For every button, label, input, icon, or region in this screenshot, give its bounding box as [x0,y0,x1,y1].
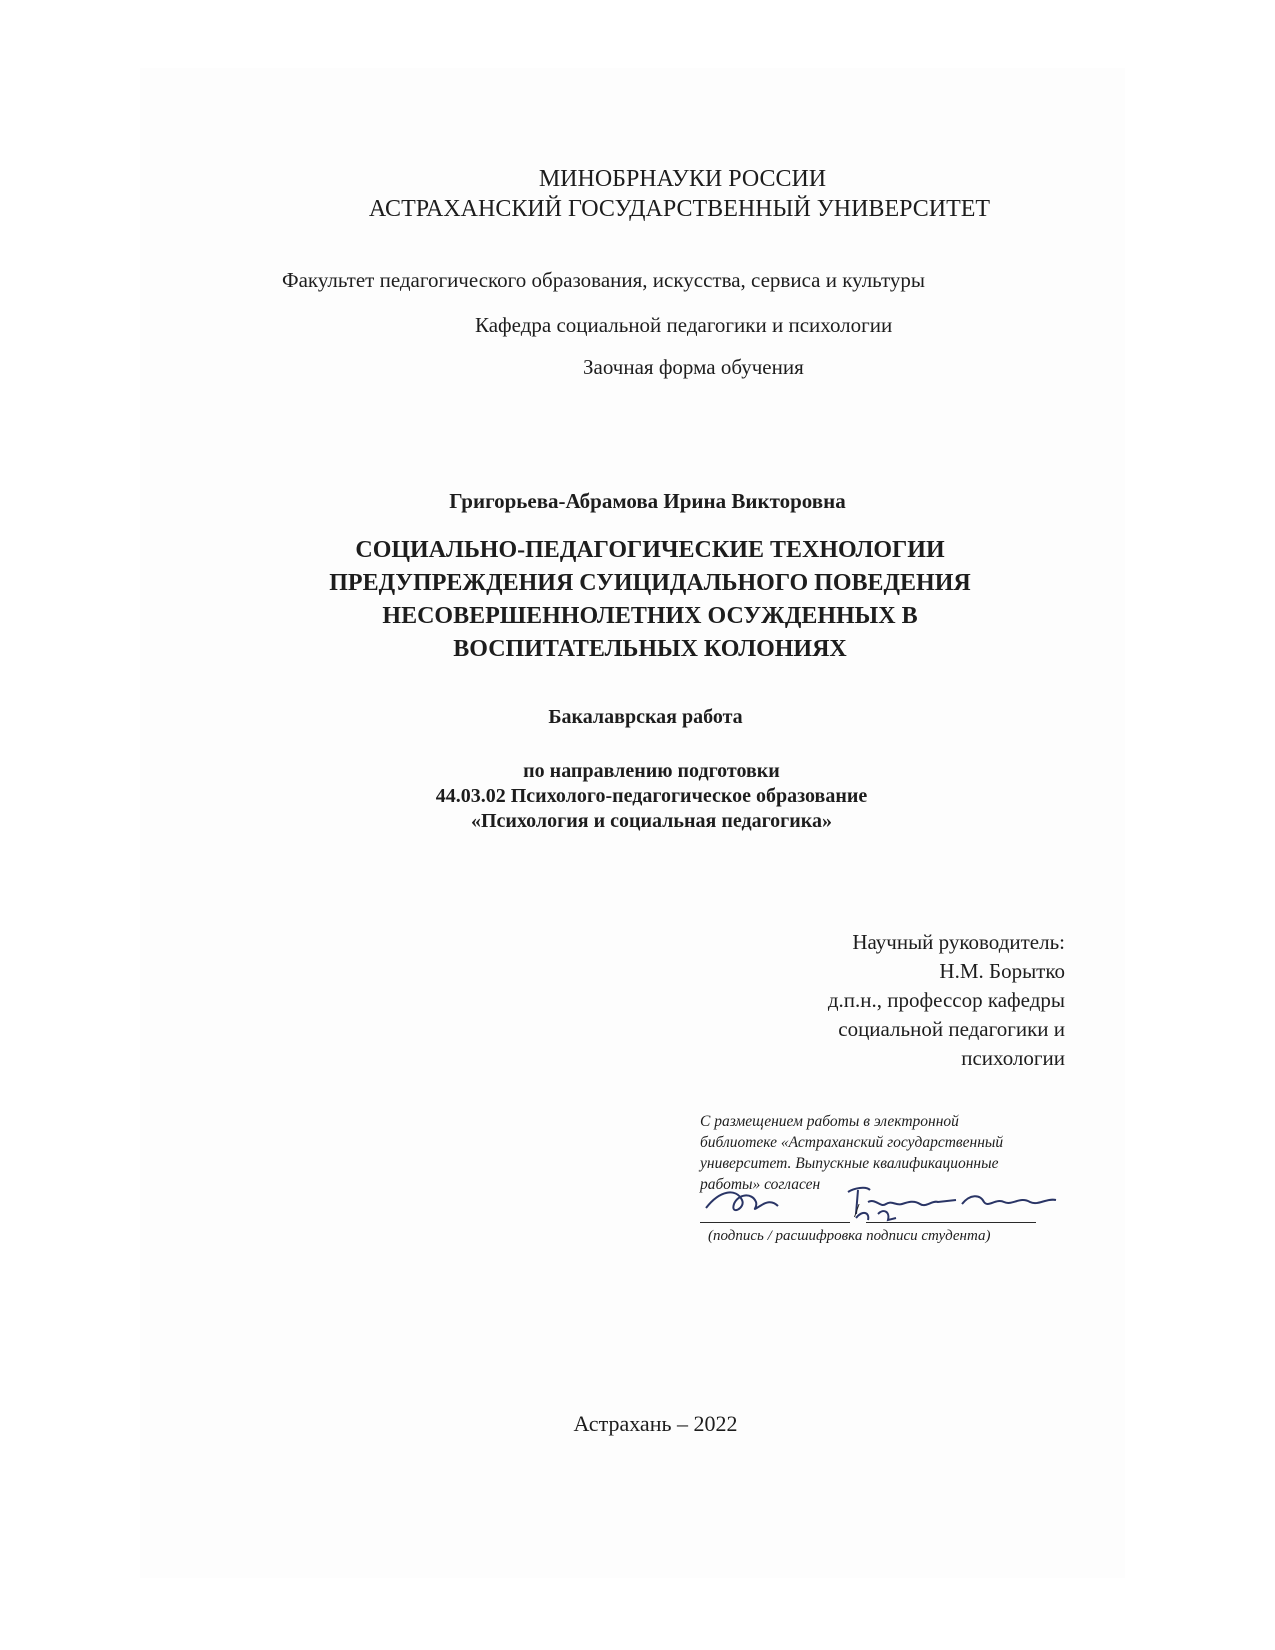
supervisor-position: д.п.н., профессор кафедры [827,988,1065,1012]
consent-line: библиотеке «Астраханский государственный [700,1134,1004,1151]
consent-line: университет. Выпускные квалификационные [700,1155,999,1172]
department-name: Кафедра социальной педагогики и психологии [475,313,893,337]
consent-line: С размещением работы в электронной [700,1113,959,1130]
faculty-name: Факультет педагогического образования, искусства, сервиса и культуры [282,268,925,292]
study-form: Заочная форма обучения [583,355,804,379]
title-line: СОЦИАЛЬНО-ПЕДАГОГИЧЕСКИЕ ТЕХНОЛОГИИ [355,537,945,563]
title-line: НЕСОВЕРШЕННОЛЕТНИХ ОСУЖДЕННЫХ В [382,603,918,629]
supervisor-department: социальной педагогики и [838,1017,1065,1041]
author-name: Григорьева-Абрамова Ирина Викторовна [449,489,846,513]
thesis-title [240,534,1060,666]
consent-line: работы» согласен [700,1176,821,1193]
direction-profile: «Психология и социальная педагогика» [470,810,832,832]
university-name: АСТРАХАНСКИЙ ГОСУДАРСТВЕННЫЙ УНИВЕРСИТЕТ [368,196,991,222]
signature-separator: / [854,1200,860,1222]
direction-label: по направлению подготовки [523,760,780,782]
title-line: ВОСПИТАТЕЛЬНЫХ КОЛОНИЯХ [453,636,847,662]
signature-caption: (подпись / расшифровка подписи студента) [708,1228,991,1244]
supervisor-department: психологии [961,1046,1065,1070]
supervisor-block [828,928,1065,1073]
signature-decoding-underline [866,1222,1036,1223]
title-line: ПРЕДУПРЕЖДЕНИЯ СУИЦИДАЛЬНОГО ПОВЕДЕНИЯ [329,570,971,596]
signature-underline [700,1222,850,1223]
supervisor-label: Научный руководитель: [852,930,1065,954]
city-year: Астрахань – 2022 [573,1411,738,1436]
handwritten-signature [700,1178,1100,1228]
supervisor-name: Н.М. Борытко [939,959,1065,983]
ministry-name: МИНОБРНАУКИ РОССИИ [538,166,827,192]
direction-code: 44.03.02 Психолого-педагогическое образование [435,785,868,807]
work-type: Бакалаврская работа [548,706,743,728]
